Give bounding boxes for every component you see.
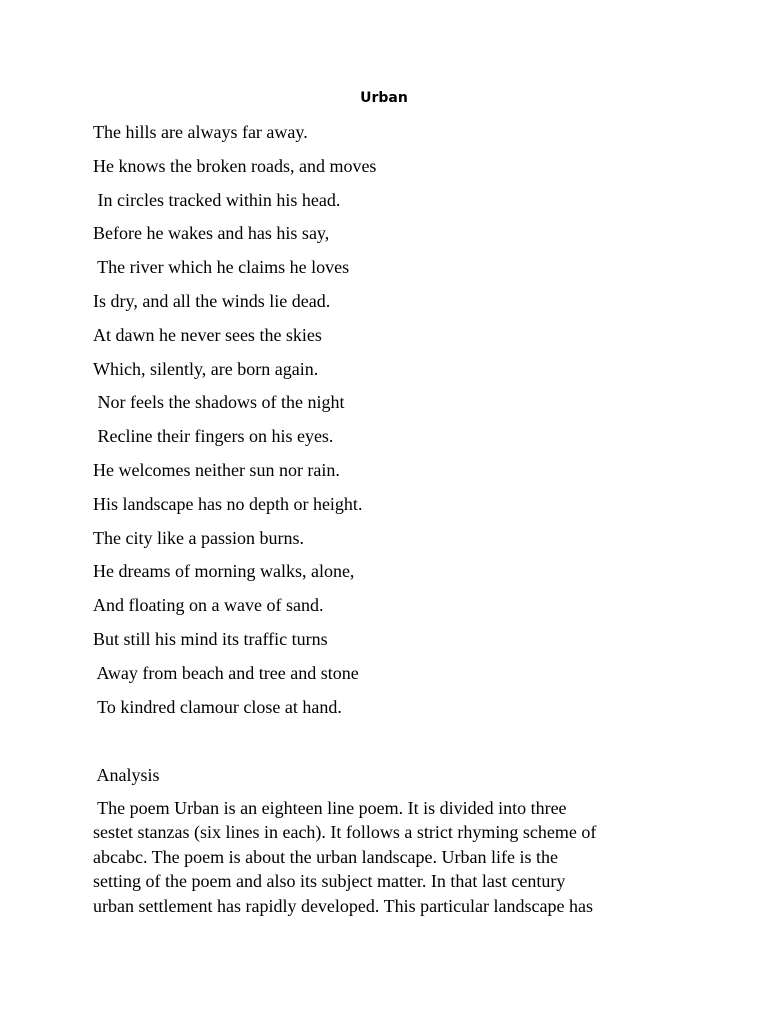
poem-line: The hills are always far away. (93, 122, 308, 142)
poem-line: He welcomes neither sun nor rain. (93, 459, 340, 480)
poem-line: And floating on a wave of sand. (93, 595, 324, 616)
analysis-line: urban settlement has rapidly developed. This particular landscape has (93, 895, 594, 916)
poem-line: He knows the broken roads, and moves (93, 155, 377, 176)
poem-line: Recline their fingers on his eyes. (93, 426, 334, 447)
poem-line: The river which he claims he loves (93, 257, 350, 278)
analysis-line: setting of the poem and also its subject matter. In that last century (93, 871, 566, 892)
poem-line: Away from beach and tree and stone (93, 662, 359, 683)
poem-line: To kindred clamour close at hand. (93, 696, 342, 717)
poem-line: In circles tracked within his head. (93, 189, 341, 210)
poem-line: At dawn he never sees the skies (93, 324, 322, 345)
analysis-heading: Analysis (93, 765, 160, 785)
poem-line: Is dry, and all the winds lie dead. (93, 290, 331, 311)
poem-line: But still his mind its traffic turns (93, 628, 328, 649)
analysis-line: sestet stanzas (six lines in each). It follows a strict rhyming scheme of (93, 822, 597, 843)
poem-line: His landscape has no depth or height. (93, 493, 363, 514)
poem-line: He dreams of morning walks, alone, (93, 561, 355, 582)
analysis-line: The poem Urban is an eighteen line poem. It is divided into three (93, 798, 567, 818)
poem-title: Urban (360, 90, 408, 106)
poem-line: Nor feels the shadows of the night (93, 392, 345, 413)
poem-body (93, 119, 693, 727)
poem-line: The city like a passion burns. (93, 527, 304, 548)
poem-line: Which, silently, are born again. (93, 358, 319, 379)
poem-line: Before he wakes and has his say, (93, 223, 330, 244)
analysis-paragraph (93, 796, 678, 918)
analysis-line: abcabc. The poem is about the urban landscape. Urban life is the (93, 846, 559, 867)
